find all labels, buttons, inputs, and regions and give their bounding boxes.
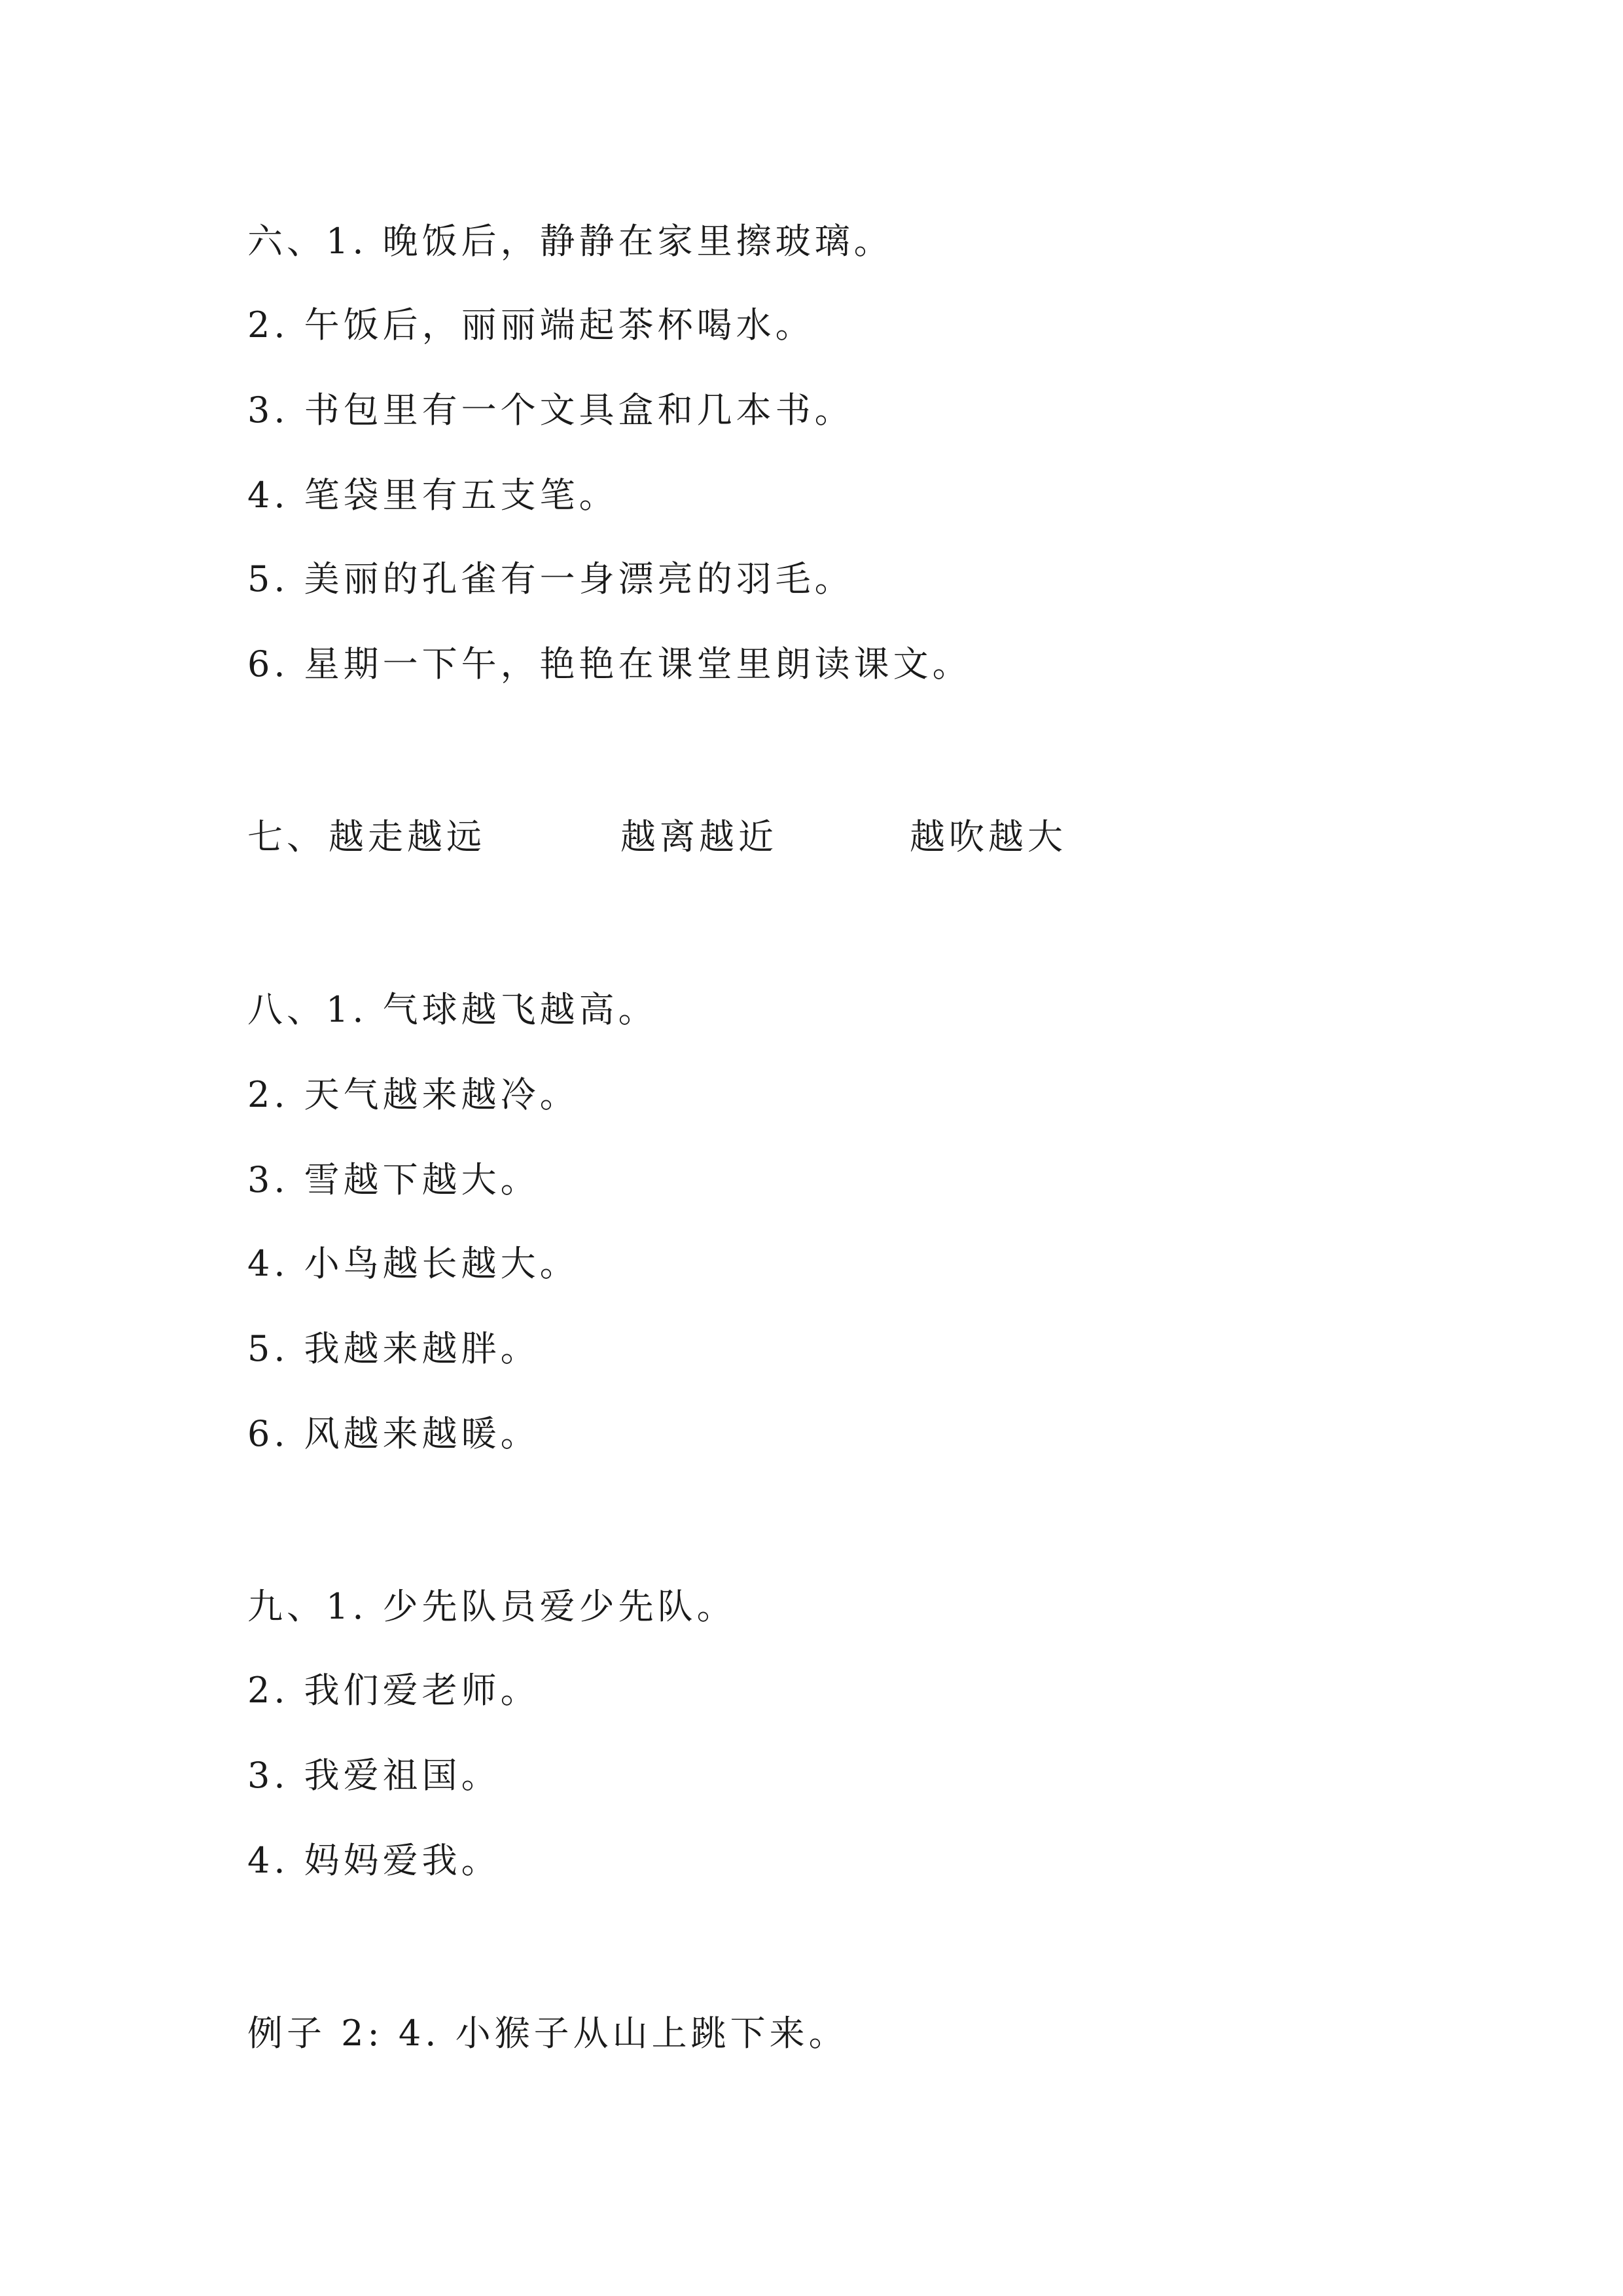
- section8-line-3: 3. 雪越下越大。: [247, 1159, 540, 1200]
- section7-word-3: 越吹越大: [910, 816, 1067, 857]
- section9-line-3: 3. 我爱祖国。: [247, 1755, 501, 1796]
- section6-line-1: 六、1. 晚饭后，静静在家里擦玻璃。: [247, 221, 893, 262]
- section6-line-5: 5. 美丽的孔雀有一身漂亮的羽毛。: [247, 558, 854, 600]
- example2-line: 例子 2: 4. 小猴子从山上跳下来。: [247, 2013, 848, 2054]
- section8-line-5: 5. 我越来越胖。: [247, 1328, 540, 1369]
- section9-line-1: 九、1. 少先队员爱少先队。: [247, 1586, 736, 1627]
- section6-line-4: 4. 笔袋里有五支笔。: [247, 475, 618, 516]
- section6-line-6: 6. 星期一下午，艳艳在课堂里朗读课文。: [247, 643, 972, 685]
- section8-line-1: 八、1. 气球越飞越高。: [247, 989, 658, 1030]
- section6-line-3: 3. 书包里有一个文具盒和几本书。: [247, 389, 854, 431]
- section8-line-6: 6. 风越来越暖。: [247, 1413, 540, 1454]
- section6-line-2: 2. 午饭后，丽丽端起茶杯喝水。: [247, 304, 815, 346]
- section7-word-1: 越走越远: [329, 816, 486, 857]
- section9-line-2: 2. 我们爱老师。: [247, 1670, 540, 1711]
- section8-line-4: 4. 小鸟越长越大。: [247, 1243, 579, 1284]
- section7-prefix: 七、: [247, 816, 326, 857]
- section8-line-2: 2. 天气越来越冷。: [247, 1074, 579, 1115]
- section7-word-2: 越离越近: [620, 816, 777, 857]
- section9-line-4: 4. 妈妈爱我。: [247, 1840, 501, 1881]
